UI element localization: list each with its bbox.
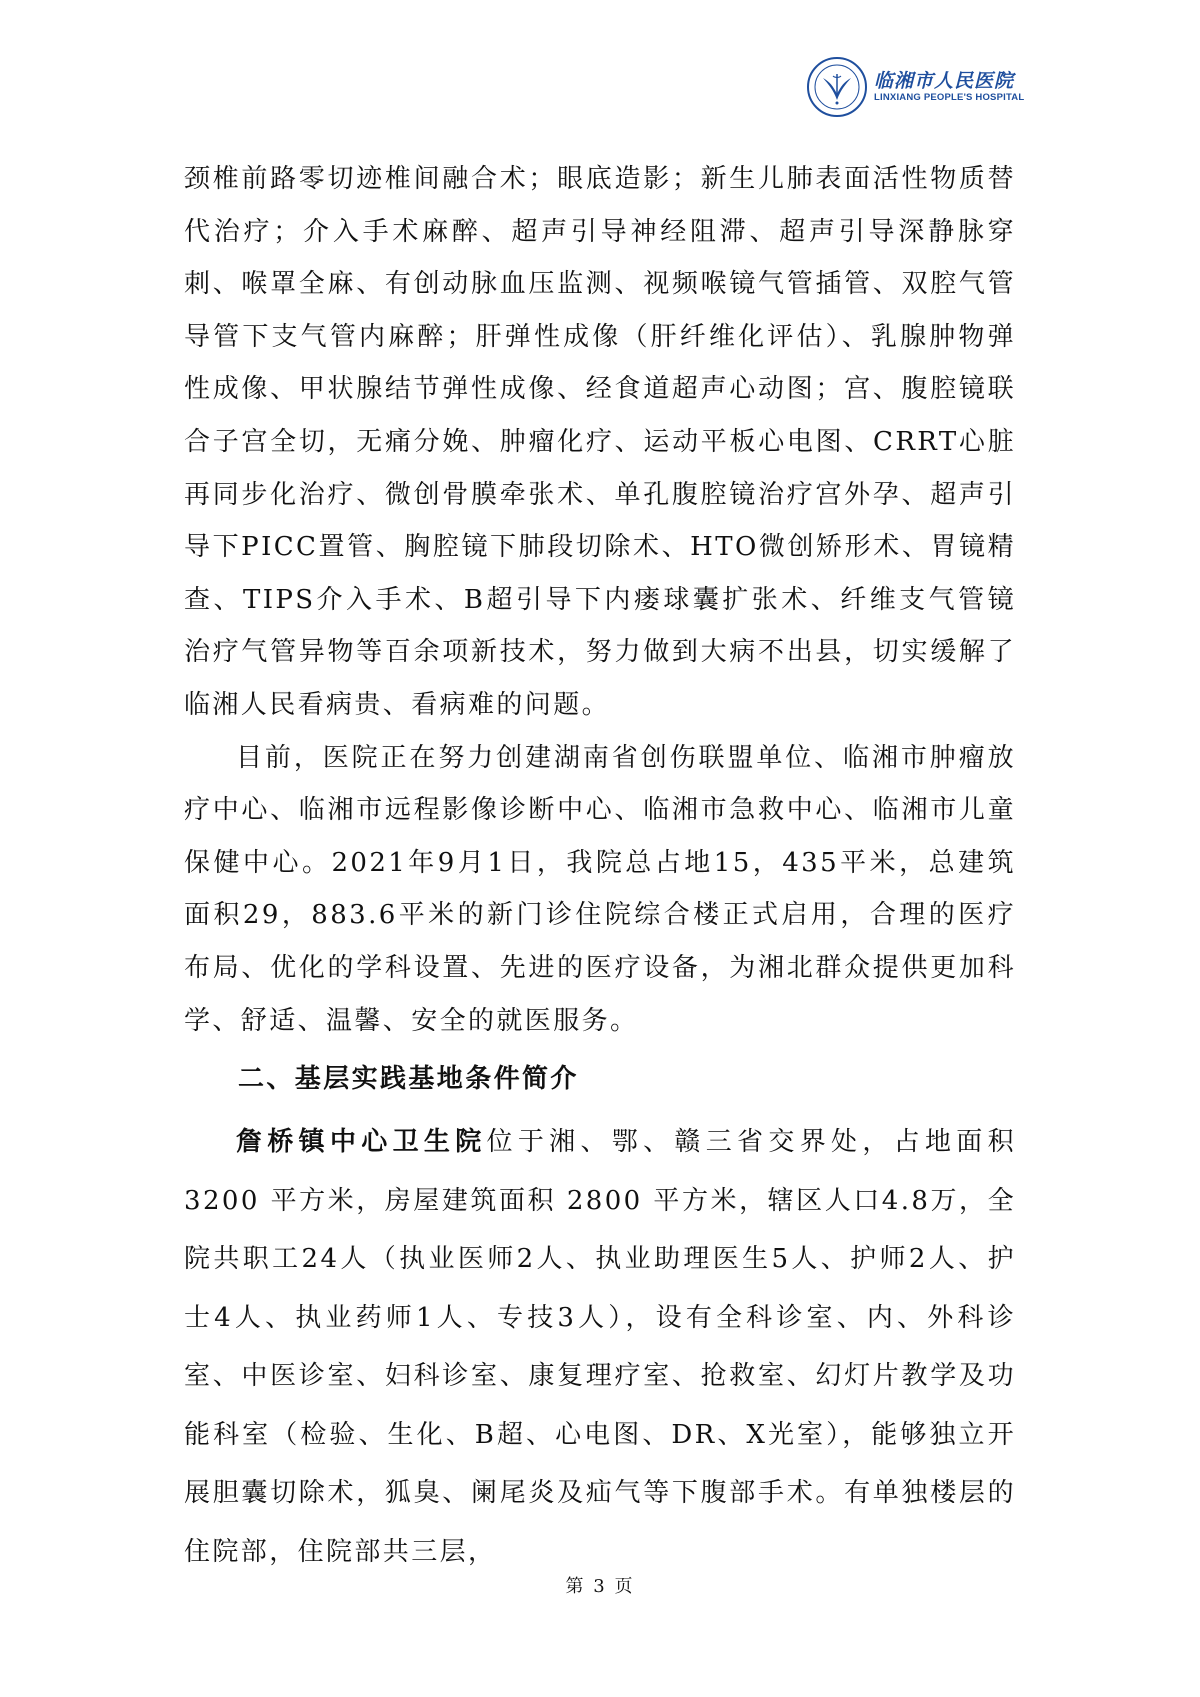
paragraph-current-development: 目前，医院正在努力创建湖南省创伤联盟单位、临湘市肿瘤放疗中心、临湘市远程影像诊断中心、临湘市急救中心、临湘市儿童保健中心。2021年9月1日，我院总占地15，435平米，总建筑面积29，883.6平米的新门诊住院综合楼正式启用，合理的医疗布局、优化的学科设置、先进的医疗设备，为湘北群众提供更加科学、舒适、温馨、安全的就医服务。 xyxy=(184,742,1016,1036)
hospital-logo xyxy=(806,56,1024,118)
logo-chinese-name: 临湘市人民医院 xyxy=(874,70,1015,92)
logo-english-name: LINXIANG PEOPLE'S HOSPITAL xyxy=(874,92,1025,103)
section-heading: 二、基层实践基地条件简介 xyxy=(238,1064,579,1095)
document-body xyxy=(184,153,1016,1581)
page-number: 第 3 页 xyxy=(565,1576,635,1597)
township-hospital-description: 位于湘、鄂、赣三省交界处，占地面积 3200 平方米，房屋建筑面积 2800 平方米，辖区人口4.8万，全院共职工24人（执业医师2人、执业助理医生5人、护师2人、护士4人、执业药师1人、专技3人），设有全科诊室、内、外科诊室、中医诊室、妇科诊室、康复理疗室、抢救室、幻灯片教学及功能科室（检验、生化、B超、心电图、DR、X光室），能够独立开展胆囊切除术，狐臭、阑尾炎及疝气等下腹部手术。有单独楼层的住院部，住院部共三层， xyxy=(184,1127,1016,1567)
hospital-emblem-icon xyxy=(806,56,868,118)
paragraph-technologies: 颈椎前路零切迹椎间融合术；眼底造影；新生儿肺表面活性物质替代治疗；介入手术麻醉、超声引导神经阻滞、超声引导深静脉穿刺、喉罩全麻、有创动脉血压监测、视频喉镜气管插管、双腔气管导管下支气管内麻醉；肝弹性成像（肝纤维化评估）、乳腺肿物弹性成像、甲状腺结节弹性成像、经食道超声心动图；宫、腹腔镜联合子宫全切，无痛分娩、肿瘤化疗、运动平板心电图、CRRT心脏再同步化治疗、微创骨膜牵张术、单孔腹腔镜治疗宫外孕、超声引导下PICC置管、胸腔镜下肺段切除术、HTO微创矫形术、胃镜精查、TIPS介入手术、B超引导下内瘘球囊扩张术、纤维支气管镜治疗气管异物等百余项新技术，努力做到大病不出县，切实缓解了临湘人民看病贵、看病难的问题。 xyxy=(184,164,1016,720)
logo-text xyxy=(874,70,1024,104)
paragraph-township-hospital xyxy=(184,1113,1016,1581)
township-hospital-name: 詹桥镇中心卫生院 xyxy=(236,1127,487,1158)
